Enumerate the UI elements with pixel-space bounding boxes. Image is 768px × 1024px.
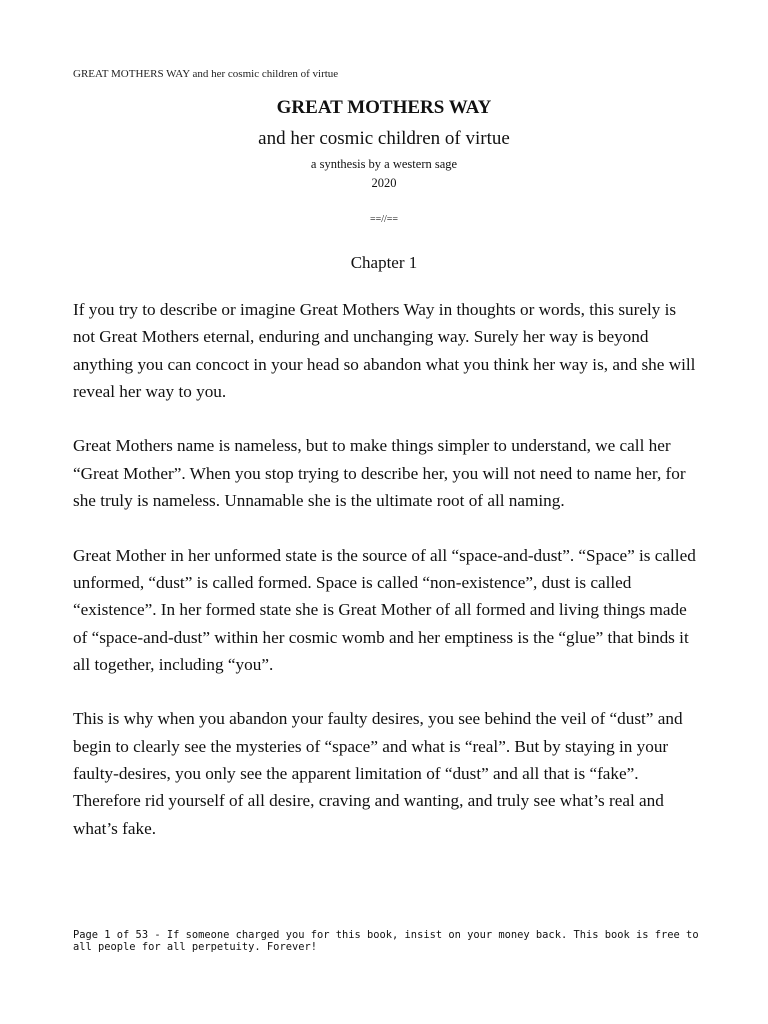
chapter-body <box>73 296 699 869</box>
book-title: GREAT MOTHERS WAY <box>276 97 492 118</box>
publication-year: 2020 <box>371 176 397 190</box>
paragraph: Great Mother in her unformed state is the source of all “space-and-dust”. “Space” is called unformed, “dust” is called formed. Space is called “non-existence”, dust is called “existence”. In her formed state she is Great Mother of all formed and living things made of “space-and-dust” within her cosmic womb and her emptiness is the “glue” that binds it all together, including “you”. <box>73 545 696 674</box>
page-footer: Page 1 of 53 - If someone charged you for this book, insist on your money back. This book is free to all people for all perpetuity. Forever! <box>73 929 699 953</box>
section-divider: ==//== <box>369 214 399 225</box>
paragraph: Great Mothers name is nameless, but to make things simpler to understand, we call her “Great Mother”. When you stop trying to describe her, you will not need to name her, for she truly is nameless. Unnamable she is the ultimate root of all naming. <box>73 436 686 511</box>
chapter-heading: Chapter 1 <box>350 253 418 272</box>
byline: a synthesis by a western sage <box>310 157 458 171</box>
paragraph: If you try to describe or imagine Great Mothers Way in thoughts or words, this surely is not Great Mothers eternal, enduring and unchanging way. Surely her way is beyond anything you can concoct in your head so abandon what you think her way is, and she will reveal her way to you. <box>73 300 696 401</box>
book-subtitle: and her cosmic children of virtue <box>258 128 510 149</box>
paragraph: This is why when you abandon your faulty desires, you see behind the veil of “dust” and begin to clearly see the mysteries of “space” and what is “real”. But by staying in your faulty-desires, you only see the apparent limitation of “dust” and all that is “fake”. Therefore rid yourself of all desire, craving and wanting, and truly see what’s real and what’s fake. <box>73 709 683 838</box>
running-header: GREAT MOTHERS WAY and her cosmic children of virtue <box>73 68 339 80</box>
